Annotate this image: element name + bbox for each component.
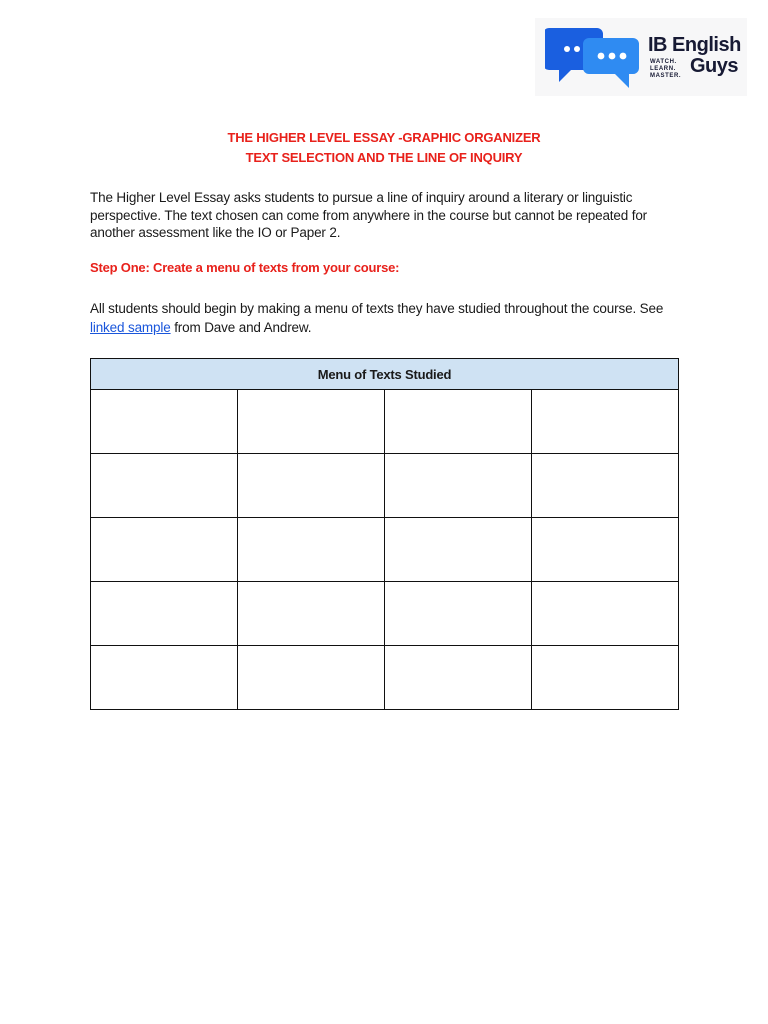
table-cell[interactable] <box>532 518 679 582</box>
table-cell[interactable] <box>91 390 238 454</box>
table-cell[interactable] <box>385 390 532 454</box>
table-row <box>91 646 679 710</box>
instructions-suffix: from Dave and Andrew. <box>170 320 312 335</box>
table-cell[interactable] <box>532 582 679 646</box>
table-cell[interactable] <box>91 646 238 710</box>
table-header: Menu of Texts Studied <box>91 359 679 390</box>
instructions-paragraph <box>90 299 690 337</box>
chat-bubbles-icon <box>545 24 645 90</box>
table-cell[interactable] <box>238 518 385 582</box>
table-row <box>91 390 679 454</box>
logo-tagline-3: MASTER. <box>650 73 682 79</box>
table-cell[interactable] <box>238 646 385 710</box>
table-cell[interactable] <box>385 518 532 582</box>
intro-paragraph: The Higher Level Essay asks students to pursue a line of inquiry around a literary or linguistic perspective. The text chosen can come from anywhere in the course but cannot be repeated for another assessment like the IO or Paper 2. <box>90 190 648 240</box>
table-cell[interactable] <box>532 454 679 518</box>
table-cell[interactable] <box>385 646 532 710</box>
table-cell[interactable] <box>91 518 238 582</box>
logo-tagline-2: LEARN. <box>650 66 676 72</box>
logo-brand-line2: Guys <box>690 55 739 77</box>
menu-of-texts-table <box>90 358 679 710</box>
instructions-text: All students should begin by making a menu of texts they have studied throughout the course. See <box>90 301 664 316</box>
document-title: THE HIGHER LEVEL ESSAY -GRAPHIC ORGANIZER <box>227 130 541 145</box>
table-row <box>91 518 679 582</box>
logo-tagline-1: WATCH. <box>650 59 677 65</box>
table-cell[interactable] <box>385 582 532 646</box>
table-cell[interactable] <box>385 454 532 518</box>
logo-tagline <box>650 59 681 80</box>
document-subtitle: TEXT SELECTION AND THE LINE OF INQUIRY <box>245 150 523 165</box>
table-cell[interactable] <box>532 390 679 454</box>
table-cell[interactable] <box>238 454 385 518</box>
table-cell[interactable] <box>91 582 238 646</box>
logo-brand-line1: IB English <box>648 34 741 56</box>
table-cell[interactable] <box>238 390 385 454</box>
table-cell[interactable] <box>238 582 385 646</box>
step-one-heading: Step One: Create a menu of texts from your course: <box>90 260 400 275</box>
brand-logo <box>535 18 747 96</box>
table-row <box>91 454 679 518</box>
table-cell[interactable] <box>532 646 679 710</box>
table-row <box>91 582 679 646</box>
table-cell[interactable] <box>91 454 238 518</box>
linked-sample-link[interactable]: linked sample <box>90 320 171 335</box>
